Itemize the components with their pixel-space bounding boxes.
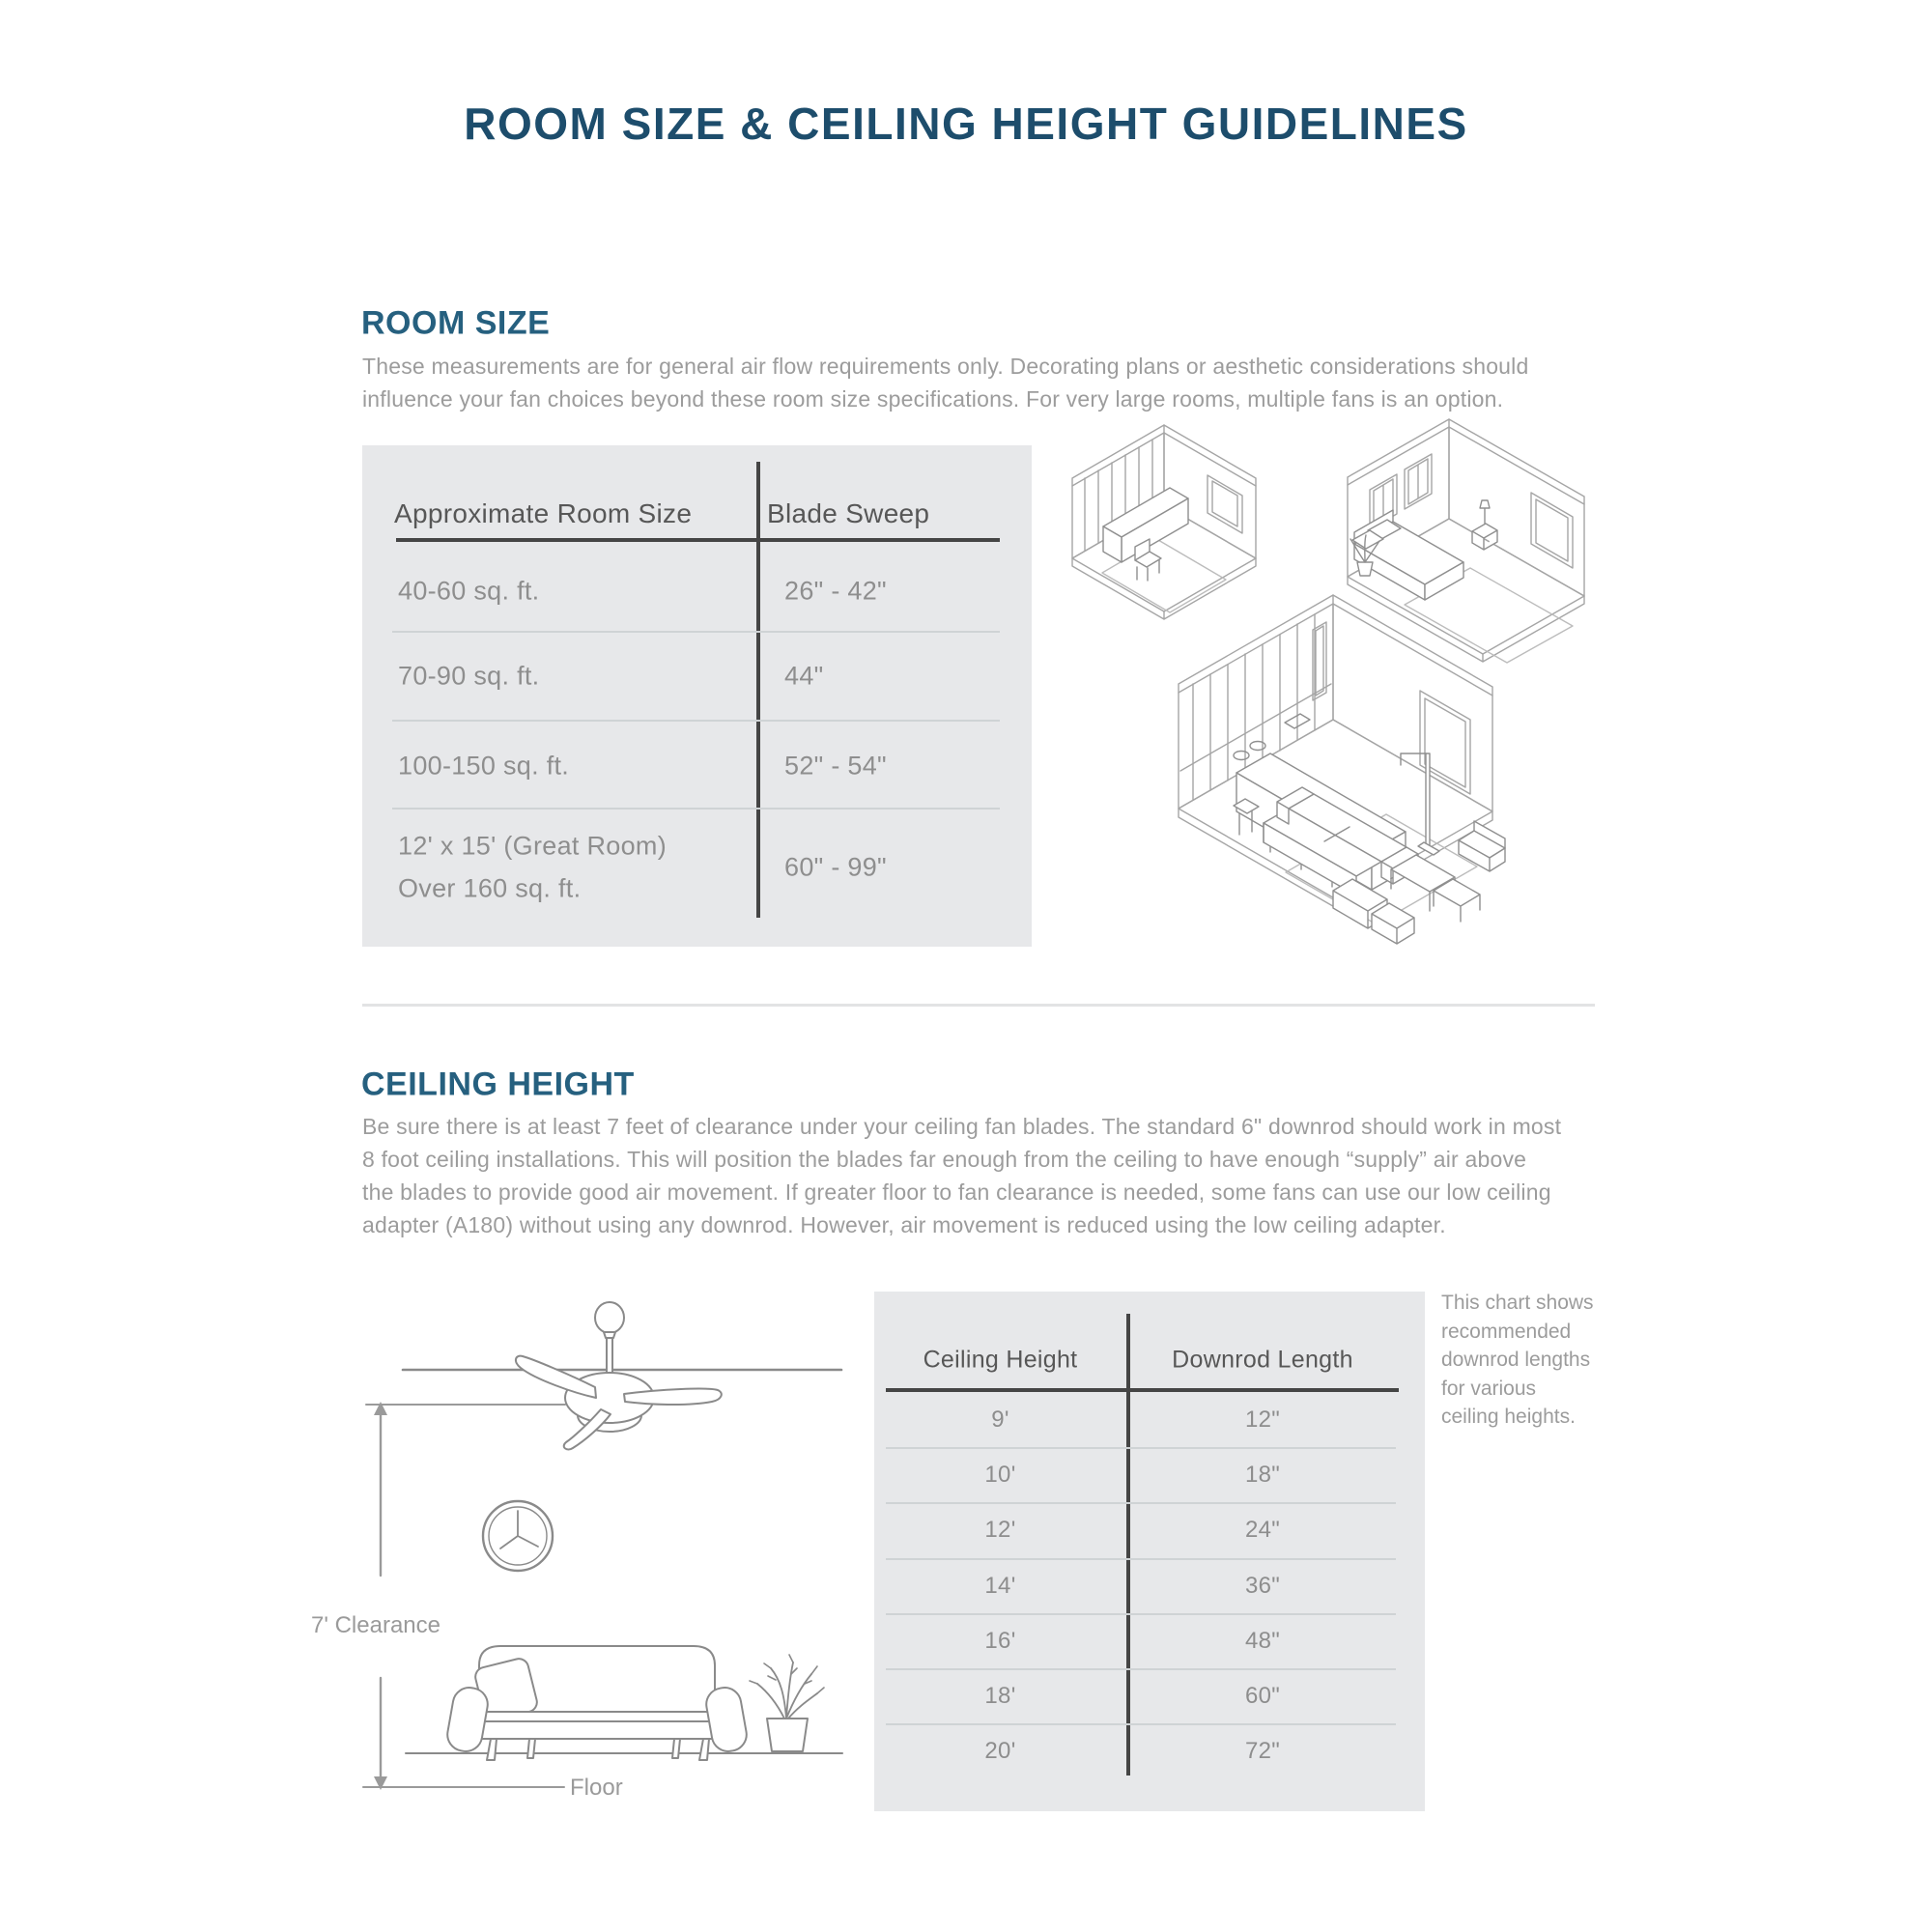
ceiling-height-value: 10' <box>984 1462 1016 1488</box>
floor-label: Floor <box>570 1775 623 1801</box>
section-divider <box>362 1004 1595 1007</box>
paragraph-line: These measurements are for general air flow requirements only. Decorating plans or aesthetic considerations should <box>362 354 1529 379</box>
ceiling-fan-icon <box>516 1302 722 1449</box>
blade-sweep-value: 60" - 99" <box>784 852 887 882</box>
row-separator <box>886 1723 1396 1725</box>
downrod-length-value: 12" <box>1244 1406 1281 1433</box>
room-size-value: 12' x 15' (Great Room) <box>398 831 668 861</box>
room-size-value: 70-90 sq. ft. <box>398 661 540 691</box>
row-separator <box>886 1668 1396 1670</box>
downrod-length-value: 18" <box>1244 1462 1281 1488</box>
room-size-value: Over 160 sq. ft. <box>398 873 582 903</box>
row-separator <box>392 808 1000 810</box>
page-title: ROOM SIZE & CEILING HEIGHT GUIDELINES <box>464 99 1468 149</box>
room-size-value: 40-60 sq. ft. <box>398 576 540 606</box>
ceiling-height-value: 14' <box>984 1573 1016 1599</box>
plant-icon <box>750 1655 824 1751</box>
downrod-length-value: 60" <box>1244 1683 1281 1709</box>
table-header-rule <box>886 1388 1399 1392</box>
wall-clock-icon <box>483 1501 553 1571</box>
table-header-rule <box>396 538 1000 542</box>
ceiling-height-heading: CEILING HEIGHT <box>361 1065 635 1103</box>
row-separator <box>392 720 1000 722</box>
chair-icon <box>1135 539 1161 581</box>
blade-sweep-value: 26" - 42" <box>784 576 887 606</box>
bedroom-illustration <box>1348 419 1584 663</box>
ceiling-height-value: 12' <box>984 1517 1016 1543</box>
column-header-blade-sweep: Blade Sweep <box>767 498 930 528</box>
chart-note <box>1441 1289 1594 1432</box>
bed-icon <box>1352 510 1463 600</box>
paragraph-line: the blades to provide good air movement. If greater floor to fan clearance is needed, some fans can use our low ceiling <box>362 1179 1551 1205</box>
row-separator <box>886 1613 1396 1615</box>
room-illustrations <box>1043 415 1604 976</box>
note-line: for various <box>1441 1377 1537 1400</box>
row-separator <box>886 1558 1396 1560</box>
downrod-length-value: 72" <box>1244 1738 1281 1764</box>
living-room-illustration <box>1179 595 1505 944</box>
paragraph-line: Be sure there is at least 7 feet of clearance under your ceiling fan blades. The standard 6" downrod should work in most <box>362 1114 1562 1139</box>
note-line: downrod lengths <box>1441 1349 1591 1371</box>
ceiling-height-value: 20' <box>984 1738 1016 1764</box>
downrod-length-value: 36" <box>1244 1573 1281 1599</box>
downrod-length-value: 24" <box>1244 1517 1281 1543</box>
room-size-heading: ROOM SIZE <box>361 304 551 342</box>
table-column-divider <box>756 462 760 918</box>
office-room-illustration <box>1072 425 1256 619</box>
ceiling-height-value: 9' <box>991 1406 1009 1433</box>
paragraph-line: adapter (A180) without using any downrod. However, air movement is reduced using the low ceiling adapter. <box>362 1212 1446 1237</box>
nightstand-lamp-icon <box>1472 500 1497 550</box>
sofa-icon <box>445 1646 750 1760</box>
note-line: recommended <box>1441 1320 1572 1343</box>
downrod-length-value: 48" <box>1244 1628 1281 1654</box>
ceiling-height-paragraph <box>362 1110 1561 1241</box>
row-separator <box>392 631 1000 633</box>
ceiling-height-value: 18' <box>984 1683 1016 1709</box>
clearance-label: 7' Clearance <box>311 1612 440 1638</box>
note-line: ceiling heights. <box>1441 1406 1576 1428</box>
dimension-arrow <box>374 1402 387 1790</box>
column-header-ceiling-height: Ceiling Height <box>923 1346 1078 1374</box>
blade-sweep-value: 52" - 54" <box>784 751 887 781</box>
row-separator <box>886 1447 1396 1449</box>
paragraph-line: 8 foot ceiling installations. This will position the blades far enough from the ceiling to have enough “supply” air above <box>362 1147 1527 1172</box>
room-size-paragraph <box>362 350 1528 415</box>
room-size-value: 100-150 sq. ft. <box>398 751 570 781</box>
blade-sweep-value: 44" <box>784 661 824 691</box>
clearance-illustration <box>290 1290 869 1811</box>
ceiling-height-value: 16' <box>984 1628 1016 1654</box>
armchair-icon <box>1459 821 1505 871</box>
column-header-room-size: Approximate Room Size <box>394 498 693 528</box>
row-separator <box>886 1502 1396 1504</box>
note-line: This chart shows <box>1441 1292 1594 1314</box>
paragraph-line: influence your fan choices beyond these room size specifications. For very large rooms, multiple fans is an option. <box>362 386 1504 412</box>
column-header-downrod-length: Downrod Length <box>1172 1346 1353 1374</box>
